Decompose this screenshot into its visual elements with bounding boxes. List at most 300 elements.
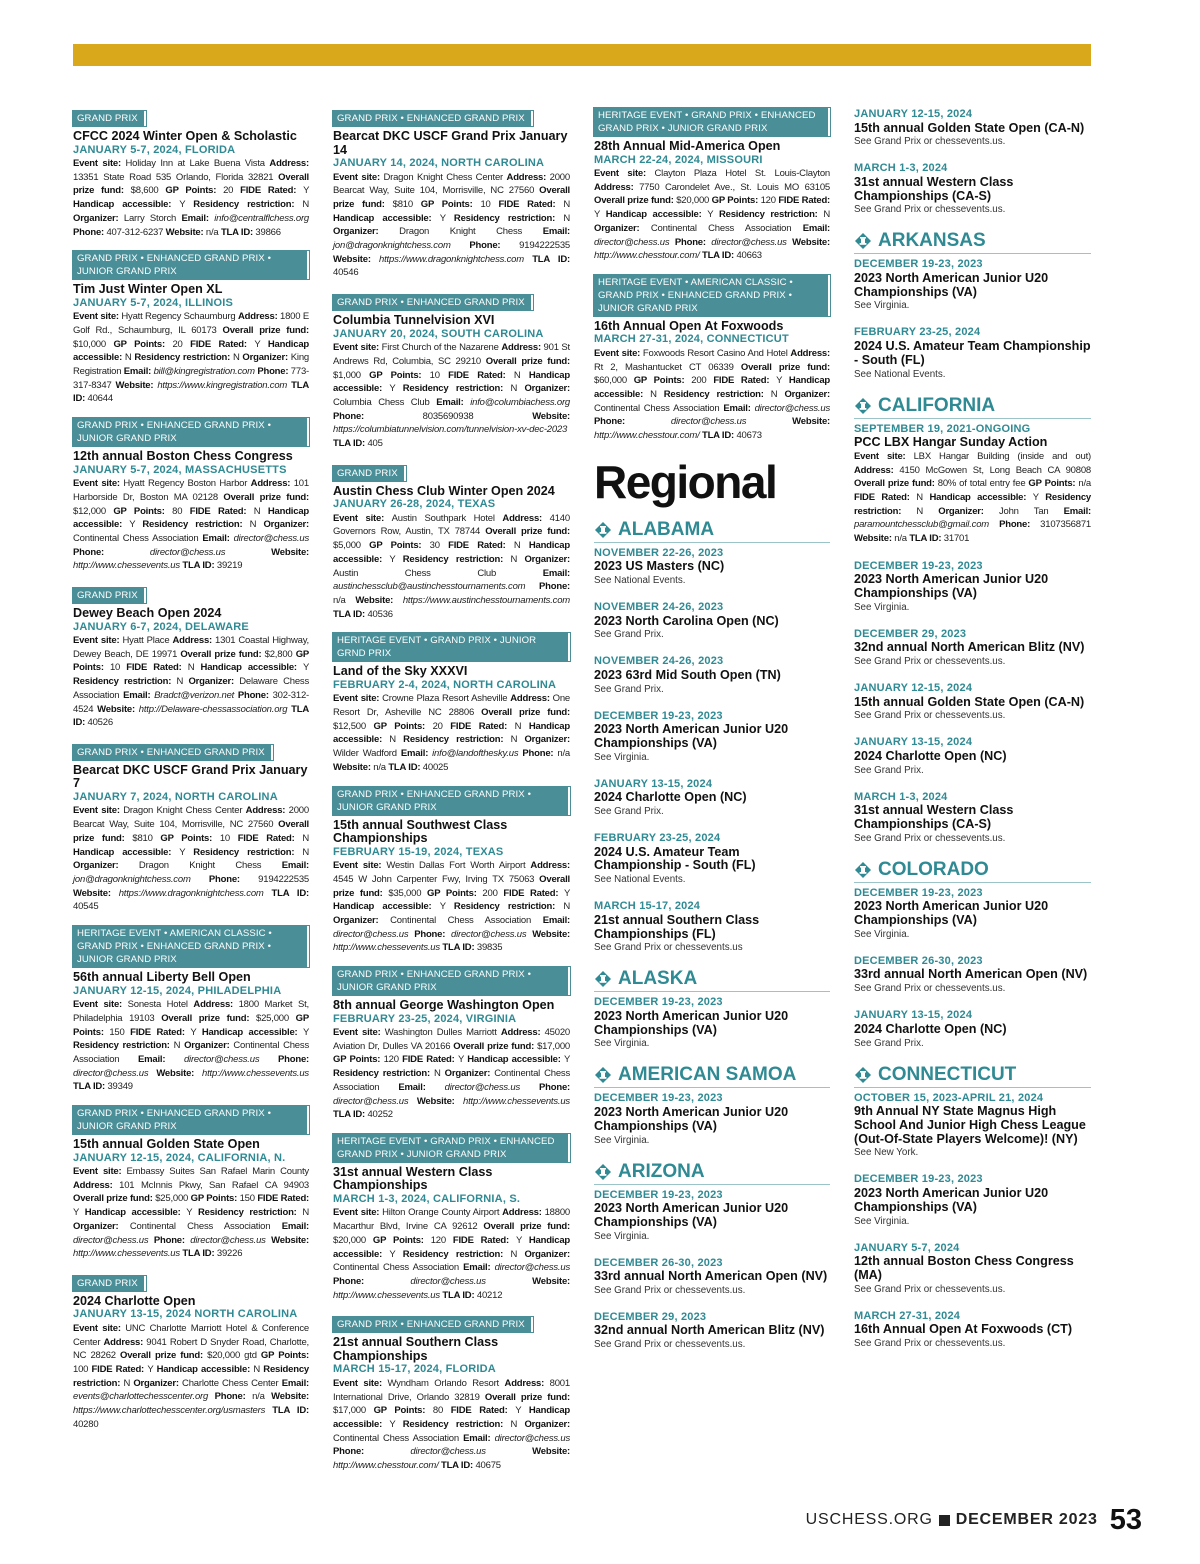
field-value: director@chess.us: [73, 1234, 154, 1246]
regional-event-title: 2024 U.S. Amateur Team Championship - South (FL): [854, 338, 1091, 367]
field-value: 40644: [87, 393, 113, 405]
field-value: N: [563, 901, 571, 913]
field-label: Handicap accessible:: [333, 901, 440, 913]
field-label: Phone:: [594, 416, 671, 428]
field-value: info@landofthesky.us: [432, 748, 523, 760]
field-label: Website:: [532, 1275, 570, 1287]
event-title: 28th Annual Mid-America Open: [594, 139, 781, 153]
regional-event: [854, 1173, 1091, 1227]
column-4: [854, 108, 1091, 1364]
field-value: N: [302, 199, 309, 211]
event-title: Dewey Beach Open 2024: [73, 606, 222, 621]
field-value: 9194222535: [258, 874, 309, 885]
field-value: Y: [186, 1207, 198, 1219]
footer-square-icon: [939, 1515, 950, 1526]
field-label: Handicap accessible:: [73, 505, 310, 531]
field-value: N: [510, 734, 525, 746]
field-label: Website:: [532, 1446, 570, 1458]
event-details: [73, 634, 309, 730]
state-section: [594, 968, 830, 1050]
field-value: Austin Chess Club: [333, 567, 543, 579]
field-value: 20: [223, 185, 241, 197]
field-label: Organizer:: [524, 1248, 570, 1260]
field-label: Event site:: [73, 805, 124, 817]
field-label: Event site:: [73, 635, 123, 647]
field-value: $17,000: [537, 1040, 571, 1052]
field-value: Continental Chess Association: [594, 402, 724, 414]
field-value: jon@dragonknightchess.com: [333, 240, 470, 252]
field-label: FIDE Rated:: [450, 720, 515, 732]
field-label: GP Points:: [711, 195, 761, 207]
field-label: Website:: [792, 236, 830, 248]
field-label: FIDE Rated:: [126, 662, 188, 674]
field-label: Handicap accessible:: [333, 212, 440, 224]
field-value: http://www.chessevents.us: [333, 942, 443, 954]
regional-event: [594, 996, 830, 1050]
field-label: FIDE Rated:: [503, 887, 565, 899]
field-label: Website:: [333, 253, 380, 265]
regional-event-title: 32nd annual North American Blitz (NV): [854, 640, 1085, 655]
event-date: JANUARY 13-15, 2024 NORTH CAROLINA: [73, 1308, 298, 1321]
field-value: Continental Chess Association: [73, 532, 203, 544]
field-value: $12,000: [73, 505, 114, 517]
field-label: Event site:: [73, 1166, 127, 1178]
field-label: FIDE Rated:: [190, 338, 255, 350]
field-label: Phone:: [522, 748, 558, 760]
field-value: 39226: [216, 1248, 243, 1260]
regional-event: [594, 832, 830, 886]
field-label: GP Points:: [372, 1234, 431, 1246]
event-listing: [333, 292, 570, 451]
field-value: Bradct@verizon.net: [154, 689, 238, 701]
field-value: King Registration: [73, 352, 309, 378]
regional-event-note: See Virginia.: [594, 1038, 650, 1050]
field-value: $2,800: [264, 648, 296, 660]
field-label: Address:: [269, 158, 309, 169]
regional-event-date: FEBRUARY 23-25, 2024: [594, 832, 721, 845]
field-value: $60,000: [594, 375, 634, 387]
regional-event-note: See Grand Prix.: [854, 1037, 924, 1049]
regional-event-title: 2023 US Masters (NC): [594, 559, 725, 574]
field-label: Organizer:: [242, 352, 291, 364]
field-label: Handicap accessible:: [467, 1054, 565, 1066]
regional-event-note: See Grand Prix or chessevents.us.: [854, 1283, 1006, 1295]
regional-event-note: See Grand Prix or chessevents.us.: [854, 136, 1006, 148]
field-value: 101 McInnis Pkwy, San Rafael CA 94903: [119, 1179, 309, 1191]
regional-event-title: 9th Annual NY State Magnus High School And Junior High Chess League (Out-Of-State Players Welcome)! (NY): [854, 1104, 1086, 1146]
regional-event-note: See Grand Prix or chessevents.us.: [854, 983, 1006, 995]
field-value: Crowne Plaza Resort Asheville: [382, 693, 511, 705]
regional-event-date: SEPTEMBER 19, 2021-ONGOING: [854, 422, 1031, 435]
event-listing: [333, 108, 570, 280]
field-label: Overall prize fund:: [333, 873, 570, 899]
field-value: N: [389, 734, 404, 746]
field-value: 30: [429, 540, 449, 552]
field-value: First Church of the Nazarene: [381, 342, 502, 354]
regional-event: [854, 628, 1091, 668]
state-name: ARKANSAS: [878, 230, 986, 252]
event-category-tags: GRAND PRIX: [73, 1276, 146, 1291]
event-listing: [333, 967, 570, 1122]
field-label: Event site:: [333, 171, 384, 183]
state-name: COLORADO: [878, 858, 989, 880]
field-value: 40212: [476, 1289, 503, 1301]
regional-event: [594, 655, 830, 695]
page-footer: [800, 1500, 1142, 1540]
field-value: 120: [383, 1054, 403, 1066]
event-listing: [73, 585, 309, 730]
field-label: Residency restriction:: [718, 209, 824, 221]
field-value: 39866: [255, 226, 281, 238]
field-label: TLA ID:: [73, 703, 309, 729]
regional-event-note: See Virginia.: [854, 601, 910, 613]
event-date: JANUARY 5-7, 2024, MASSACHUSETTS: [73, 463, 287, 476]
regional-event-date: DECEMBER 19-23, 2023: [854, 1173, 983, 1186]
regional-event-date: JANUARY 12-15, 2024: [854, 108, 973, 120]
field-label: Event site:: [333, 1027, 385, 1039]
field-value: 18800 Macarthur Blvd, Irvine CA 92612: [333, 1207, 570, 1233]
field-value: director@chess.us: [450, 928, 533, 940]
field-label: Address:: [854, 464, 900, 476]
field-value: director@chess.us: [594, 236, 675, 248]
regional-event-date: DECEMBER 26-30, 2023: [854, 954, 983, 967]
field-value: Charlotte Chess Center: [182, 1377, 282, 1389]
field-label: Event site:: [73, 1322, 126, 1334]
state-section: [854, 1064, 1091, 1350]
field-value: N: [513, 369, 529, 381]
field-label: Organizer:: [524, 1418, 570, 1430]
event-category-tags: GRAND PRIX • ENHANCED GRAND PRIX • JUNIOR GRAND PRIX: [333, 787, 570, 815]
field-value: director@chess.us: [410, 1275, 533, 1287]
field-label: Residency restriction:: [142, 519, 250, 531]
field-value: N: [249, 519, 264, 531]
field-label: Overall prize fund:: [740, 361, 830, 373]
event-title: Land of the Sky XXXVI: [333, 664, 468, 679]
field-label: Phone:: [237, 689, 273, 701]
field-value: LBX Hangar Building (inside and out): [913, 450, 1091, 462]
field-value: 80: [432, 1405, 451, 1417]
event-listing: [73, 1273, 309, 1432]
field-label: GP Points:: [633, 375, 692, 387]
field-label: FIDE Rated:: [91, 1364, 148, 1376]
field-label: Residency restriction:: [73, 676, 177, 688]
field-label: Handicap accessible:: [73, 199, 180, 211]
field-value: 80% of total entry fee: [937, 478, 1029, 490]
field-value: Continental Chess Association: [650, 222, 803, 234]
field-value: n/a: [252, 1391, 272, 1403]
regional-event: [854, 1092, 1091, 1160]
field-value: Y: [254, 338, 268, 350]
field-label: Overall prize fund:: [222, 324, 309, 336]
regional-event-date: DECEMBER 19-23, 2023: [854, 886, 983, 899]
regional-event-note: See Grand Prix or chessevents.us.: [854, 832, 1006, 844]
regional-event-title: 16th Annual Open At Foxwoods (CT): [854, 1322, 1073, 1337]
regional-event-date: NOVEMBER 24-26, 2023: [594, 601, 724, 614]
field-value: Y: [129, 519, 143, 531]
field-value: 20: [432, 720, 451, 732]
event-listing: [333, 1314, 570, 1472]
regional-event-date: DECEMBER 29, 2023: [594, 1310, 707, 1323]
field-value: Y: [439, 212, 454, 224]
field-value: Columbia Chess Club: [333, 396, 437, 408]
field-label: Organizer:: [263, 519, 309, 531]
field-value: John Tan: [998, 505, 1064, 517]
regional-event: [854, 791, 1091, 845]
regional-event-title: 21st annual Southern Class Championships (FL): [594, 912, 760, 941]
field-label: FIDE Rated:: [452, 1234, 516, 1246]
field-label: Residency restriction:: [663, 389, 771, 401]
field-label: Overall prize fund:: [481, 707, 570, 719]
event-date: JANUARY 14, 2024, NORTH CAROLINA: [333, 157, 545, 169]
regional-event: [594, 1092, 830, 1146]
regional-event-note: See Grand Prix or chessevents.us.: [854, 656, 1006, 668]
field-label: Handicap accessible:: [594, 375, 831, 401]
field-value: n/a: [557, 748, 570, 760]
event-details: [73, 998, 309, 1094]
field-label: Phone:: [414, 928, 451, 940]
field-value: $20,000: [676, 195, 712, 207]
field-label: Website:: [355, 594, 403, 606]
field-value: https://columbiatunnelvision.com/tunnelvision-xv-dec-2023: [333, 424, 568, 436]
field-value: 100: [73, 1364, 92, 1376]
state-heading: [854, 1064, 1091, 1088]
field-value: 4545 W John Carpenter Fwy, Irving TX 75063: [333, 873, 540, 885]
field-value: UNC Charlotte Marriott Hotel & Conference Center: [73, 1322, 309, 1348]
field-label: Website:: [854, 533, 895, 545]
field-label: Residency restriction:: [193, 199, 303, 211]
field-value: N: [823, 209, 831, 221]
section-heading-regional: Regional: [594, 455, 777, 508]
event-listing: [73, 742, 309, 914]
field-label: Residency restriction:: [453, 901, 564, 913]
regional-event-note: See Grand Prix or chessevents.us.: [854, 1337, 1006, 1349]
chess-rook-marker-icon: [854, 1066, 872, 1084]
event-title: CFCC 2024 Winter Open & Scholastic: [73, 129, 297, 143]
event-date: JANUARY 12-15, 2024, CALIFORNIA, N.: [73, 1151, 286, 1164]
field-value: director@chess.us: [333, 1095, 417, 1107]
event-category-tags: GRAND PRIX • ENHANCED GRAND PRIX • JUNIOR GRAND PRIX: [333, 967, 570, 995]
field-value: $17,000: [333, 1405, 374, 1417]
field-label: TLA ID:: [909, 533, 944, 545]
regional-event: [854, 1310, 1091, 1350]
regional-event-title: 15th annual Golden State Open (CA-N): [854, 694, 1085, 709]
field-value: 40545: [73, 901, 99, 913]
event-title: 16th Annual Open At Foxwoods: [594, 318, 784, 333]
state-name: ALABAMA: [618, 518, 715, 540]
field-label: TLA ID:: [73, 379, 309, 405]
field-value: Y: [179, 846, 194, 858]
regional-event-note: See Grand Prix.: [594, 683, 664, 695]
state-heading: [854, 230, 1091, 254]
regional-event-title: 32nd annual North American Blitz (NV): [594, 1323, 825, 1338]
field-label: Email:: [123, 689, 155, 701]
event-category-tags: GRAND PRIX • ENHANCED GRAND PRIX • JUNIOR GRAND PRIX: [73, 251, 309, 279]
regional-event-title: 2024 Charlotte Open (NC): [594, 790, 747, 805]
field-label: GP Points:: [420, 198, 481, 210]
field-label: Email:: [542, 567, 570, 579]
field-label: Website:: [532, 928, 571, 940]
regional-event-note: See Grand Prix or chessevents.us.: [854, 710, 1006, 722]
field-label: Overall prize fund:: [73, 171, 309, 197]
field-value: 39219: [216, 560, 243, 572]
field-label: Phone:: [333, 1275, 411, 1287]
event-category-tags: GRAND PRIX • ENHANCED GRAND PRIX: [73, 745, 273, 760]
field-label: Website:: [792, 416, 830, 428]
event-details: [73, 310, 309, 406]
field-label: Residency restriction:: [402, 383, 511, 395]
field-value: 10: [219, 832, 238, 844]
event-details: [333, 692, 570, 774]
event-title: 2024 Charlotte Open: [73, 1293, 196, 1308]
field-label: Website:: [333, 761, 374, 773]
field-label: Email:: [436, 396, 471, 408]
field-value: 2000 Bearcat Way, Suite 104, Morrisville, NC 27560: [73, 805, 309, 831]
field-value: N: [302, 832, 310, 844]
state-section: [854, 230, 1091, 380]
field-label: Phone:: [278, 1053, 309, 1065]
field-value: $5,000: [333, 540, 370, 552]
field-value: https://www.kingregistration.com: [157, 379, 292, 391]
field-label: Organizer:: [133, 1377, 183, 1389]
field-label: Email:: [281, 1377, 309, 1389]
event-category-tags: HERITAGE EVENT • AMERICAN CLASSIC • GRAND PRIX • ENHANCED GRAND PRIX • JUNIOR GRAND PRIX: [73, 926, 309, 967]
field-value: director@chess.us: [410, 1446, 533, 1458]
event-details: [333, 171, 570, 281]
field-label: Overall prize fund:: [854, 478, 938, 490]
footer-month: DECEMBER 2023: [955, 1511, 1098, 1528]
field-value: 40280: [73, 1418, 99, 1430]
field-label: Handicap accessible:: [333, 1405, 571, 1430]
event-details: [333, 1377, 570, 1473]
field-value: 40536: [367, 608, 393, 620]
chess-rook-marker-icon: [854, 861, 872, 879]
field-value: Embassy Suites San Rafael Marin County: [126, 1166, 309, 1178]
event-category-tags: GRAND PRIX • ENHANCED GRAND PRIX: [333, 295, 533, 310]
field-value: N: [253, 1364, 264, 1376]
field-value: $810: [392, 198, 421, 210]
field-value: Foxwoods Resort Casino And Hotel: [642, 347, 791, 359]
field-label: Phone:: [73, 546, 150, 558]
field-label: GP Points:: [427, 887, 483, 899]
regional-event-title: 2024 Charlotte Open (NC): [854, 1021, 1007, 1036]
field-label: Phone:: [333, 1446, 411, 1458]
field-label: TLA ID:: [442, 1289, 477, 1301]
field-label: Address:: [501, 342, 544, 354]
field-label: Email:: [181, 212, 215, 224]
event-title: Austin Chess Club Winter Open 2024: [333, 483, 555, 498]
field-value: 9041 Robert D Snyder Road, Charlotte, NC 28262: [73, 1336, 309, 1362]
field-value: 40025: [422, 761, 449, 773]
regional-event-note: See Virginia.: [594, 1230, 650, 1242]
event-category-tags: GRAND PRIX: [73, 111, 146, 126]
event-details: [333, 512, 570, 622]
regional-event: [594, 900, 830, 954]
field-label: Website:: [416, 1095, 464, 1107]
field-label: Organizer:: [333, 914, 391, 926]
field-label: Phone:: [208, 874, 259, 885]
field-label: Event site:: [333, 693, 383, 705]
regional-event-note: See Grand Prix.: [594, 629, 664, 641]
field-value: Dragon Knight Chess: [399, 226, 543, 238]
event-category-tags: HERITAGE EVENT • GRAND PRIX • ENHANCED GRAND PRIX • JUNIOR GRAND PRIX: [594, 108, 830, 136]
state-heading: [854, 859, 1091, 883]
field-value: http://www.chessevents.us: [202, 1067, 309, 1079]
field-value: http://www.chesstour.com/: [594, 430, 702, 442]
field-value: 40526: [87, 717, 113, 729]
regional-event-title: 2023 North Carolina Open (NC): [594, 613, 779, 628]
field-value: 200: [482, 887, 504, 899]
field-value: Y: [190, 1026, 202, 1038]
field-value: https://www.dragonknightchess.com: [118, 887, 272, 899]
field-value: Y: [179, 199, 194, 211]
event-title: 12th annual Boston Chess Congress: [73, 449, 293, 464]
field-label: GP Points:: [260, 1350, 309, 1362]
event-category-tags: HERITAGE EVENT • GRAND PRIX • ENHANCED GRAND PRIX • JUNIOR GRAND PRIX: [333, 1134, 570, 1162]
field-label: Overall prize fund:: [223, 491, 309, 503]
field-value: 39835: [476, 942, 503, 954]
regional-event-title: 2024 U.S. Amateur Team Championship - South (FL): [594, 844, 756, 873]
field-label: Event site:: [854, 450, 914, 462]
field-label: TLA ID:: [182, 560, 217, 572]
chess-rook-marker-icon: [854, 232, 872, 250]
field-value: 2000 Bearcat Way, Suite 104, Morrisville, NC 27560: [333, 171, 570, 197]
field-value: Y: [389, 553, 403, 565]
field-label: Event site:: [333, 1207, 383, 1219]
regional-event: [854, 887, 1091, 941]
field-value: Y: [564, 1054, 570, 1066]
field-label: Handicap accessible:: [929, 491, 1033, 503]
regional-event-date: FEBRUARY 23-25, 2024: [854, 326, 981, 339]
field-value: Y: [303, 185, 310, 197]
regional-event-note: See National Events.: [594, 874, 686, 886]
field-value: N: [124, 352, 135, 364]
field-label: Address:: [502, 512, 550, 524]
field-value: 20: [172, 338, 191, 350]
field-value: $12,500: [333, 720, 374, 732]
field-value: 773-317-8347: [73, 366, 310, 391]
field-label: Event site:: [333, 1377, 388, 1389]
field-label: Email:: [1063, 505, 1091, 517]
field-label: GP Points:: [73, 648, 310, 674]
field-label: Overall prize fund:: [180, 648, 265, 660]
event-date: JANUARY 5-7, 2024, FLORIDA: [73, 143, 236, 156]
field-value: Austin Southpark Hotel: [391, 512, 503, 524]
regional-event-date: JANUARY 13-15, 2024: [854, 1009, 973, 1022]
field-label: Organizer:: [524, 383, 570, 395]
regional-event-date: MARCH 15-17, 2024: [594, 900, 701, 913]
event-details: [333, 341, 570, 451]
field-value: Sonesta Hotel: [127, 999, 194, 1011]
field-value: Y: [389, 1248, 403, 1260]
field-value: Y: [73, 1207, 85, 1219]
field-value: 1800 Market St, Philadelphia 19103: [73, 999, 309, 1024]
field-label: GP Points:: [373, 720, 433, 732]
field-label: Residency restriction:: [402, 553, 511, 565]
field-value: 39349: [107, 1081, 133, 1093]
field-value: 40546: [333, 267, 359, 279]
field-label: Handicap accessible:: [333, 1234, 571, 1260]
field-label: TLA ID:: [388, 761, 423, 773]
field-value: N: [563, 212, 571, 224]
field-value: Dragon Knight Chess Center: [383, 171, 507, 183]
field-value: One Resort Dr, Asheville NC 28806: [333, 693, 570, 719]
field-label: GP Points:: [113, 338, 173, 350]
field-label: Phone:: [539, 581, 570, 593]
field-value: Wilder Wadford: [333, 748, 401, 760]
state-name: CALIFORNIA: [878, 394, 996, 416]
column-2: [333, 108, 570, 1485]
event-category-tags: GRAND PRIX • ENHANCED GRAND PRIX • JUNIOR GRAND PRIX: [73, 1106, 309, 1134]
